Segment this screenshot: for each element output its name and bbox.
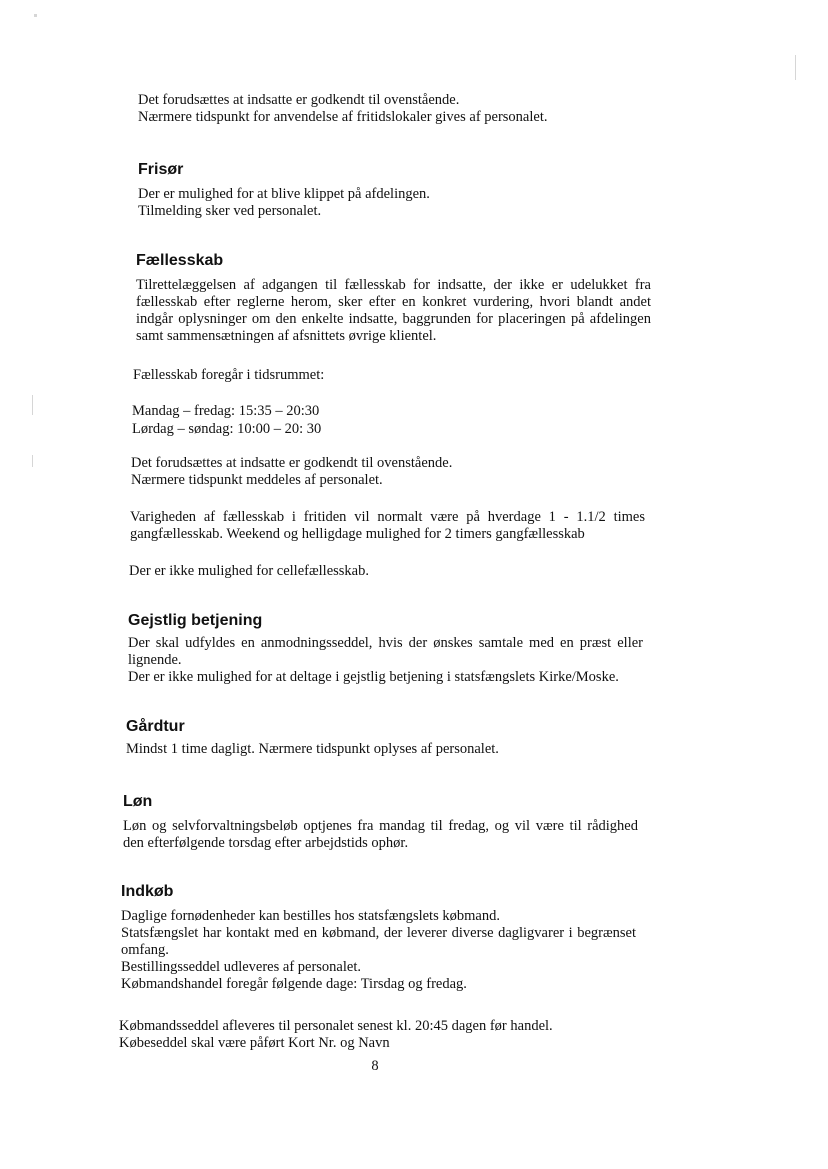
faellesskab-approval	[131, 455, 646, 489]
gejstlig-section	[128, 611, 643, 686]
frisor-section	[138, 160, 653, 220]
indkob-line: Købmandshandel foregår følgende dage: Tirsdag og fredag.	[121, 976, 467, 992]
scan-edge-mark	[32, 455, 33, 467]
indkob-note: Købmandsseddel afleveres til personalet senest kl. 20:45 dagen før handel.	[119, 1018, 553, 1034]
indkob-heading: Indkøb	[121, 883, 174, 900]
faellesskab-time-intro	[133, 367, 648, 384]
schedule-weekend: Lørdag – søndag: 10:00 – 20: 30	[132, 421, 322, 437]
faellesskab-heading: Fællesskab	[136, 252, 224, 269]
faellesskab-cell	[129, 563, 644, 580]
gardtur-heading: Gårdtur	[126, 718, 185, 735]
gardtur-text: Mindst 1 time dagligt. Nærmere tidspunkt oplyses af personalet.	[126, 741, 499, 757]
gejstlig-heading: Gejstlig betjening	[128, 612, 263, 629]
lon-section	[123, 792, 638, 852]
approval-line: Det forudsættes at indsatte er godkendt til ovenstående.	[131, 455, 453, 471]
indkob-section	[121, 882, 636, 993]
faellesskab-paragraph: Tilrettelæggelsen af adgangen til fællesskab for indsatte, der ikke er udelukket fra fællesskab efter reglerne herom, sker efter en konkret vurdering, hvori blandt andet indgår oplysninger om den enkelte indsatte, baggrunden for placeringen på afdelingen samt sammensætningen af afsnittets øvrige klientel.	[136, 277, 651, 344]
time-intro-text: Fællesskab foregår i tidsrummet:	[133, 367, 325, 383]
frisor-heading: Frisør	[138, 161, 184, 178]
faellesskab-section	[136, 251, 651, 345]
gejstlig-para2: Der er ikke mulighed for at deltage i gejstlig betjening i statsfængslets Kirke/Moske.	[128, 669, 619, 685]
indkob-line: Bestillingsseddel udleveres af personalet.	[121, 959, 361, 975]
lon-text: Løn og selvforvaltningsbeløb optjenes fra mandag til fredag, og vil være til rådighed den efterfølgende torsdag efter arbejdstids ophør.	[123, 818, 638, 851]
page-number: 8	[371, 1058, 379, 1074]
faellesskab-duration	[130, 509, 645, 543]
approval-line: Nærmere tidspunkt meddeles af personalet.	[131, 472, 383, 488]
intro-section	[138, 92, 653, 126]
scan-edge-mark	[32, 395, 33, 415]
scan-speck	[34, 14, 37, 17]
intro-line: Det forudsættes at indsatte er godkendt til ovenstående.	[138, 92, 460, 108]
schedule-list	[132, 402, 647, 438]
gardtur-section	[126, 717, 641, 758]
cell-text: Der er ikke mulighed for cellefællesskab.	[129, 563, 369, 579]
indkob-line: Daglige fornødenheder kan bestilles hos statsfængslets købmand.	[121, 908, 500, 924]
frisor-line: Der er mulighed for at blive klippet på afdelingen.	[138, 186, 430, 202]
scan-edge-mark	[795, 55, 796, 80]
intro-line: Nærmere tidspunkt for anvendelse af fritidslokaler gives af personalet.	[138, 109, 548, 125]
lon-heading: Løn	[123, 793, 153, 810]
frisor-line: Tilmelding sker ved personalet.	[138, 203, 322, 219]
schedule-weekday: Mandag – fredag: 15:35 – 20:30	[132, 403, 320, 419]
gejstlig-para1: Der skal udfyldes en anmodningsseddel, hvis der ønskes samtale med en præst eller lignende.	[128, 635, 643, 668]
indkob-note: Købeseddel skal være påført Kort Nr. og Navn	[119, 1035, 390, 1051]
indkob-notes	[119, 1018, 634, 1052]
duration-text: Varigheden af fællesskab i fritiden vil normalt være på hverdage 1 - 1.1/2 times gangfællesskab. Weekend og helligdage mulighed for 2 timers gangfællesskab	[130, 509, 645, 542]
indkob-line: Statsfængslet har kontakt med en købmand, der leverer diverse dagligvarer i begrænset omfang.	[121, 925, 636, 958]
